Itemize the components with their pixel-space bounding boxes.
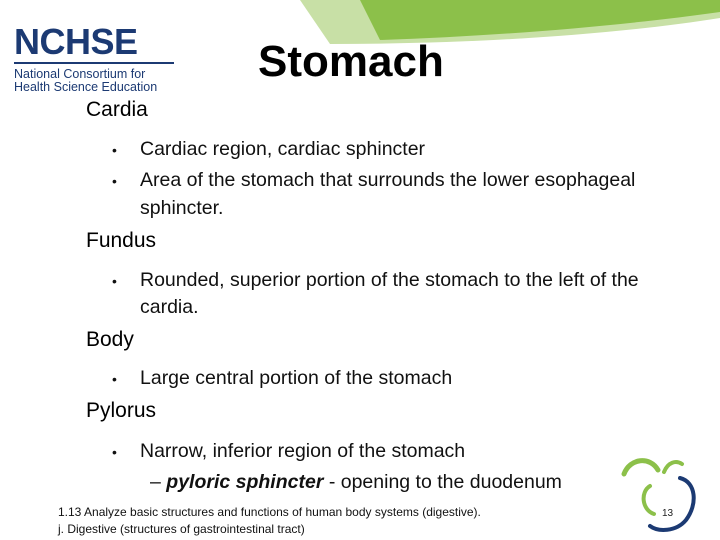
- bullet-item: [112, 167, 635, 194]
- section-heading-cardia: Cardia: [86, 98, 148, 121]
- bullet-dot: •: [112, 370, 117, 387]
- apple-logo-icon: [610, 452, 700, 534]
- bullet-continuation: sphincter.: [140, 197, 224, 219]
- sub-bullet-item: [150, 469, 562, 495]
- section-heading-pylorus: Pylorus: [86, 399, 157, 422]
- logo-acronym: NCHSE: [14, 21, 138, 62]
- bullet-text: Large central portion of the stomach: [140, 367, 453, 389]
- footer-line-2: j. Digestive (structures of gastrointestinal tract): [58, 522, 305, 536]
- bullet-item: [112, 365, 452, 392]
- bullet-text: Narrow, inferior region of the stomach: [140, 440, 466, 462]
- section-heading-body: Body: [86, 328, 134, 351]
- bullet-dot: •: [112, 172, 117, 189]
- nchse-logo: [8, 22, 168, 98]
- bullet-dot: •: [112, 272, 117, 289]
- logo-line-2: Health Science Education: [14, 80, 158, 94]
- sub-bullet-text: - opening to the duodenum: [323, 471, 562, 493]
- sub-bullet-dash: –: [150, 471, 161, 493]
- bullet-item: [112, 438, 465, 465]
- sub-bullet-emphasis: pyloric sphincter: [166, 471, 324, 493]
- bullet-text: Area of the stomach that surrounds the lower esophageal: [140, 169, 636, 191]
- logo-divider: [14, 62, 174, 64]
- bullet-item: [112, 267, 639, 294]
- bullet-dot: •: [112, 141, 117, 158]
- standards-footer: [58, 504, 481, 538]
- section-heading-fundus: Fundus: [86, 229, 157, 252]
- page-number: 13: [662, 508, 674, 519]
- slide-title: Stomach: [258, 37, 444, 86]
- logo-line-1: National Consortium for: [14, 67, 146, 81]
- bullet-text: Cardiac region, cardiac sphincter: [140, 138, 426, 160]
- footer-line-1: 1.13 Analyze basic structures and functions of human body systems (digestive).: [58, 505, 481, 519]
- bullet-item: [112, 136, 425, 163]
- bullet-continuation: cardia.: [140, 296, 199, 318]
- bullet-text: Rounded, superior portion of the stomach to the left of the: [140, 269, 639, 291]
- bullet-dot: •: [112, 443, 117, 460]
